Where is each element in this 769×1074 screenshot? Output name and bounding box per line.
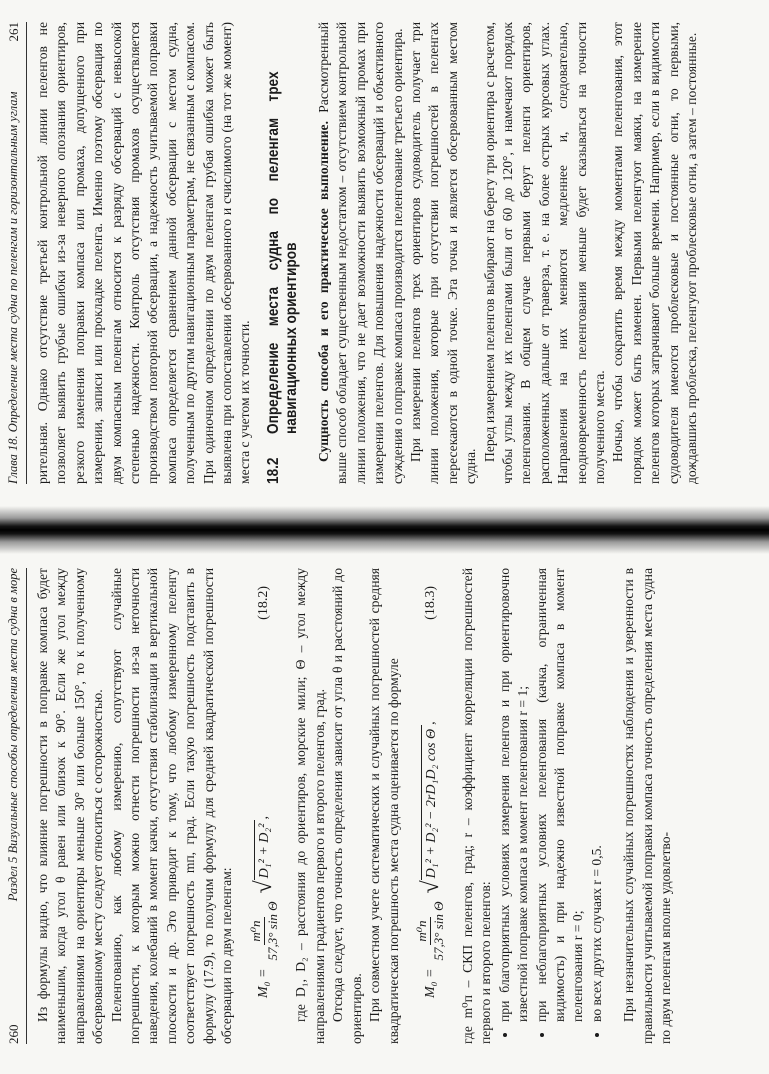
square-root	[419, 725, 443, 894]
radicand: D₁² + D₂²	[254, 820, 274, 881]
formula-tail: ,	[422, 721, 438, 725]
running-header	[6, 22, 27, 484]
paragraph: где D₁, D₂ – расстояния до ориентиров, морские мили; Θ – угол между направлениями градиентов первого и второго пеленгов, град.	[293, 568, 327, 1044]
page-number: 260	[6, 1024, 21, 1044]
square-root	[252, 820, 276, 894]
radicand: D₁² + D₂² − 2rD₁D₂ cos Θ	[421, 725, 441, 880]
section-number: 18.2	[264, 457, 282, 484]
equation-number: (18.3)	[422, 586, 438, 620]
section-heading	[265, 22, 301, 484]
paragraph: При совместном учете систематических и случайных погрешностей средняя квадратическая погрешность места судна оценивается по формуле	[367, 568, 401, 1044]
left-page	[0, 546, 769, 1074]
formula-expression	[248, 816, 281, 998]
fraction-numerator: m⁰п	[414, 917, 431, 944]
paragraph: При измерении пеленгов трех ориентиров судоводитель получает три линии положения, которые при отсутствии погрешностей в пеленгах пересекаются в одной точке. Эта точка и является обсервованным местом судна.	[407, 22, 479, 484]
paragraph: Перед измерением пеленгов выбирают на берегу три ориентира с расчетом, чтобы углы между их пеленгами были от 60 до 120°, и намечают порядок пеленгования. В общем случае первыми берут пеленги ориентиров, расположенных дальше от траверза, т. е. на более острых курсовых углах. Направления на них меняются медленнее и, следовательно, неодновременность пеленгования меньше будет сказываться на точности полученного места.	[481, 22, 607, 484]
formula-lhs: M₀ =	[256, 968, 272, 998]
fraction-denominator: 57,3° sin Θ	[264, 901, 280, 961]
lead-in-heading: Сущность способа и его практическое выполнение.	[315, 121, 331, 462]
right-page-body	[34, 22, 759, 484]
formula-lhs: M₀ =	[422, 968, 438, 998]
section-title: Определение места судна по пеленгам трех навигационных ориентиров	[264, 71, 300, 434]
paragraph: рительная. Однако отсутствие третьей контрольной линии пеленгов не позволяет выявить грубые ошибки из-за неверного опознания ориентиров, резкого изменения поправки компаса или промаха, допущенного при измерении, записи или прокладке пеленга. Именно поэтому обсервация по двум компасным пеленгам относится к разряду обсерваций с невысокой степенью надежности. Контроль отсутствия промахов осуществляется производством повторной обсервации, а надежность учитываемой поправки компаса определяется сравнением данной обсервации с местом судна, полученным по другим навигационным параметрам, не связанным с компасом. При одиночном определении по двум пеленгам грубая ошибка может быть выявлена при сопоставлении обсервованного и счислимого (на тот же момент) места с учетом их точности.	[35, 22, 253, 484]
list-item: • при благоприятных условиях измерения пеленгов и при ориентировочно известной поправке компаса в момент пеленгования r = 1;	[496, 568, 533, 1022]
fraction	[414, 899, 447, 964]
paragraph: Из формулы видно, что влияние погрешности в поправке компаса будет наименьшим, когда угол θ равен или близок к 90°. Если же угол между направлениями на ориентиры меньше 30° или больше 150°, то к полученному обсервованному месту следует относиться с осторожностью.	[35, 568, 106, 1044]
paragraph: Ночью, чтобы сократить время между моментами пеленгования, этот порядок может быть изменен. Первыми пеленгуют маяки, на измерение пеленгов которых затрачивают больше времени. Например, если в видимости судоводителя имеются проблесковые и постоянные огни, то первыми, дождавшись проблеска, пеленгуют проблесковые огни, а затем – постоянные.	[610, 22, 699, 484]
list-item: • при неблагоприятных условиях пеленгования (качка, ограниченная видимость) и при надежно известной поправке компаса в момент пеленгования r = 0;	[533, 568, 588, 1022]
paragraph: Пеленгованию, как любому измерению, сопутствуют случайные погрешности, к которым можно отнести погрешности из-за неточности наведения, колебаний в момент качки, отсутствия стабилизации в вертикальной плоскости и др. Это приводит к тому, что любому измеренному пеленгу соответствует погрешность mп, град. Если такую погрешность подставить в формулу (17.9), то получим формулу для средней квадратической погрешности обсервации по двум пеленгам:	[108, 568, 235, 1044]
formula-tail: ,	[256, 816, 272, 820]
formula-18-2	[240, 568, 288, 1044]
running-head-title: Глава 18. Определение места судна по пеленгам и горизонтальным углам	[6, 91, 20, 484]
formula-expression	[414, 721, 447, 998]
paragraph	[315, 22, 407, 484]
running-header	[6, 568, 27, 1044]
list-item: • во всех других случаях r = 0,5.	[588, 568, 606, 1022]
fraction-denominator: 57,3° sin Θ	[431, 901, 447, 961]
formula-18-3	[407, 568, 455, 1044]
left-page-body	[34, 568, 759, 1044]
page-number: 261	[6, 22, 21, 42]
radical-sign-icon: √	[251, 880, 278, 894]
paragraph: Отсюда следует, что точность определения зависит от угла θ и расстояний до ориентиров.	[330, 568, 364, 1044]
bullet-list	[496, 568, 606, 1044]
paragraph-text: Рассмотренный выше способ обладает существенным недостатком – отсутствием контрольной линии положения, что не дает возможности выявить возможный промах при измерении пеленгов. Для повышения надежности обсерваций и объективного суждения о поправке компаса производится пеленгование третьего ориентира.	[315, 21, 405, 484]
paragraph: где m⁰п – СКП пеленгов, град; r – коэффициент корреляции погрешностей первого и второго пеленгов:	[459, 568, 494, 1044]
fraction	[248, 899, 281, 964]
right-page	[0, 0, 769, 514]
running-head-title: Раздел 5 Визуальные способы определения места судна в море	[6, 568, 20, 902]
equation-number: (18.2)	[256, 586, 272, 620]
fraction-numerator: m⁰п	[248, 917, 265, 944]
paragraph: При незначительных случайных погрешностях наблюдения и уверенности в правильности учитываемой поправки компаса точность определения места судна по двум пеленгам вполне удовлетво-	[621, 568, 673, 1044]
radical-sign-icon: √	[417, 880, 444, 894]
